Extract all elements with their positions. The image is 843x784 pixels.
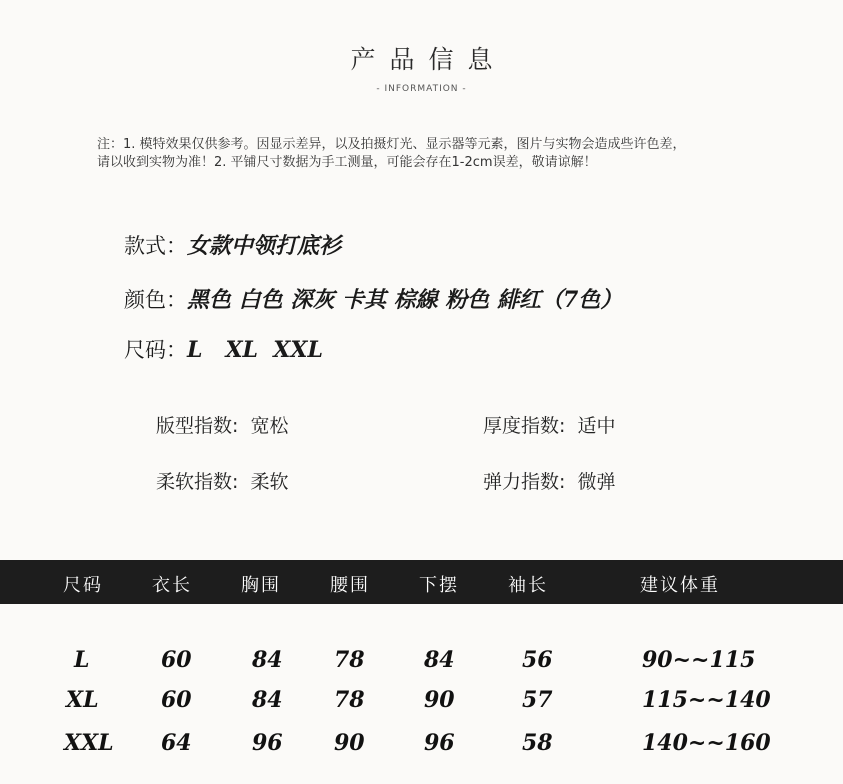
spec-size-label: 尺码： xyxy=(124,338,187,362)
table-cell-size: XXL xyxy=(64,730,114,756)
table-cell-length: 60 xyxy=(161,647,192,673)
table-cell-sleeve: 56 xyxy=(522,647,553,673)
index-elasticity-label: 弹力指数: xyxy=(483,471,566,493)
table-cell-length: 60 xyxy=(161,687,192,713)
header-hem: 下摆 xyxy=(419,575,459,596)
note-line-1: 注：1. 模特效果仅供参考。因显示差异，以及拍摄灯光、显示器等元素，图片与实物会造成些许色差， xyxy=(97,137,686,152)
note-line-2: 请以收到实物为准！2. 平铺尺寸数据为手工测量，可能会存在1-2cm误差，敬请谅解！ xyxy=(97,155,597,170)
index-softness xyxy=(156,467,288,494)
index-thickness xyxy=(483,411,615,438)
header-size: 尺码 xyxy=(63,575,103,596)
header-chest: 胸围 xyxy=(241,575,281,596)
index-fit-label: 版型指数: xyxy=(156,415,239,437)
table-cell-sleeve: 57 xyxy=(522,687,553,713)
index-thickness-value: 适中 xyxy=(577,415,616,437)
table-cell-hem: 90 xyxy=(424,687,455,713)
table-cell-length: 64 xyxy=(161,730,192,756)
table-cell-chest: 84 xyxy=(252,647,283,673)
spec-style-row xyxy=(124,229,341,260)
index-thickness-label: 厚度指数: xyxy=(483,415,566,437)
table-cell-waist: 78 xyxy=(334,647,365,673)
size-table-header xyxy=(0,560,843,604)
index-fit-value: 宽松 xyxy=(250,415,289,437)
header-waist: 腰围 xyxy=(330,575,370,596)
table-cell-size: L xyxy=(74,647,90,673)
table-cell-weight: 90~~115 xyxy=(642,647,756,673)
index-softness-label: 柔软指数: xyxy=(156,471,239,493)
header-weight: 建议体重 xyxy=(640,575,720,596)
spec-size-row xyxy=(124,334,323,364)
table-cell-waist: 78 xyxy=(334,687,365,713)
table-cell-hem: 84 xyxy=(424,647,455,673)
index-softness-value: 柔软 xyxy=(250,471,289,493)
spec-style-label: 款式： xyxy=(124,234,187,258)
table-cell-waist: 90 xyxy=(334,730,365,756)
spec-color-value: 黑色 白色 深灰 卡其 棕線 粉色 緋红（7色） xyxy=(187,287,623,313)
table-cell-chest: 84 xyxy=(252,687,283,713)
table-cell-sleeve: 58 xyxy=(522,730,553,756)
index-fit xyxy=(156,411,288,438)
page-subtitle: - INFORMATION - xyxy=(376,84,467,94)
table-cell-weight: 140~~160 xyxy=(642,730,771,756)
disclaimer-note xyxy=(97,136,797,172)
header-sleeve: 袖长 xyxy=(508,575,548,596)
table-cell-size: XL xyxy=(66,687,99,713)
table-cell-chest: 96 xyxy=(252,730,283,756)
header-length: 衣长 xyxy=(152,575,192,596)
table-cell-weight: 115~~140 xyxy=(642,687,771,713)
table-cell-hem: 96 xyxy=(424,730,455,756)
page-title: 产品信息 xyxy=(350,45,507,74)
spec-style-value: 女款中领打底衫 xyxy=(187,233,342,259)
spec-size-value: L XL XXL xyxy=(187,337,323,363)
spec-color-label: 颜色： xyxy=(124,288,187,312)
spec-color-row xyxy=(124,283,622,314)
index-elasticity-value: 微弹 xyxy=(577,471,616,493)
index-elasticity xyxy=(483,467,615,494)
